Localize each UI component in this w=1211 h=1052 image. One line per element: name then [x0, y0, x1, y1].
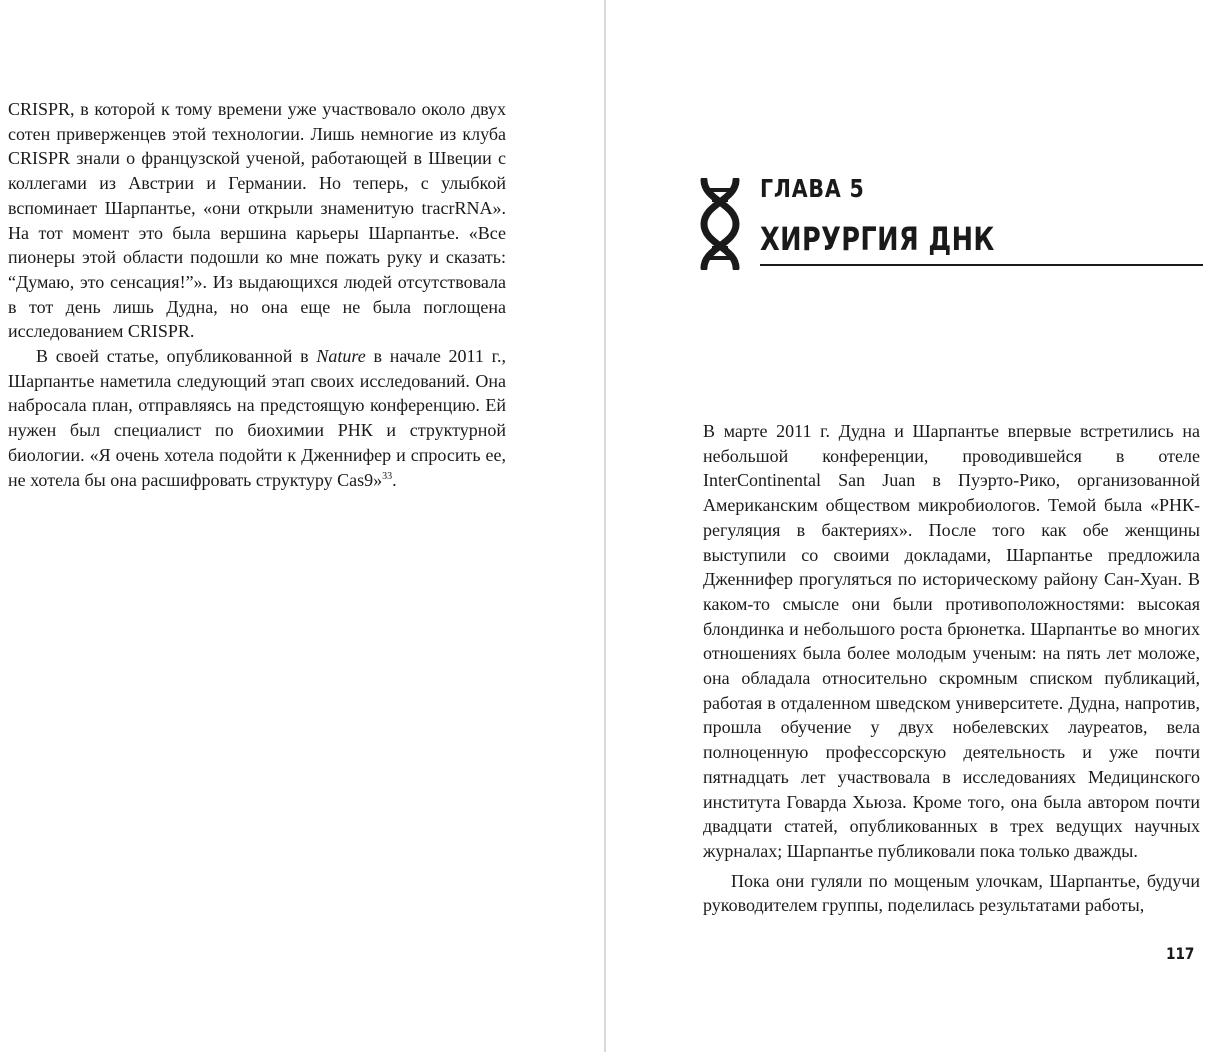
right-paragraph-1: В марте 2011 г. Дудна и Шарпантье впервые встретились на небольшой конференции, проводившейся в отеле InterContinental San Juan в Пуэрто-Рико, организованной Американским обществом микробиологов. Темой была «РНК-регуляция в бактериях». После того как обе женщины выступили со своими докладами, Шарпантье предложила Дженнифер прогуляться по историческому району Сан-Хуан. В каком-то смысле они были противоположностями: высокая блондинка и небольшого роста брюнетка. Шарпантье во многих отношениях была более молодым ученым: на пять лет моложе, она обладала относительно скромным списком публикаций, работая в отдаленном шведском университете. Дудна, напротив, прошла обучение у двух нобелевских лауреатов, вела полноценную профессорскую деятельность и уже почти пятнадцать лет участвовала в исследованиях Медицинского института Говарда Хьюза. Кроме того, она была автором почти двадцати статей, опубликованных в трех ведущих научных журналах; Шарпантье публиковали пока только дважды.	[703, 421, 1200, 861]
journal-title: Nature	[316, 346, 366, 367]
chapter-title: ХИРУРГИЯ ДНК	[760, 220, 995, 258]
right-paragraph-2: Пока они гуляли по мощеным улочкам, Шарпантье, будучи руководителем группы, поделилась результатами работы,	[703, 870, 1200, 916]
paragraph-text: в начале 2011 г., Шарпантье наметила следующий этап своих исследований. Она набросала план, отправляясь на предстоящую конференцию. Ей нужен был специалист по биохимии РНК и структурной биологии. «Я очень хотела подойти к Дженнифер и спросить ее, не хотела бы она расшифровать структуру Cas9»	[8, 346, 507, 490]
paragraph-end: .	[392, 469, 397, 490]
left-paragraph-2	[8, 344, 506, 492]
paragraph-text: В своей статье, опубликованной в	[36, 346, 317, 367]
left-page	[0, 0, 604, 1052]
left-page-body	[8, 97, 506, 492]
dna-icon	[698, 178, 742, 270]
page-number: 117	[1166, 944, 1195, 963]
chapter-divider	[760, 264, 1203, 266]
footnote-marker[interactable]: 33	[382, 470, 393, 482]
chapter-header	[698, 174, 1203, 270]
chapter-number: ГЛАВА 5	[760, 174, 865, 203]
right-page-body	[703, 419, 1200, 918]
right-page	[606, 0, 1211, 1052]
left-paragraph-1: CRISPR, в которой к тому времени уже участвовало около двух сотен приверженцев этой технологии. Лишь немногие из клуба CRISPR знали о французской ученой, работающей в Швеции с коллегами из Австрии и Германии. Но теперь, с улыбкой вспоминает Шарпантье, «они открыли знаменитую tracrRNA». На тот момент это была вершина карьеры Шарпантье. «Все пионеры этой области подошли ко мне пожать руку и сказать: “Думаю, это сенсация!”». Из выдающихся людей отсутствовала в тот день лишь Дудна, но она еще не была поглощена исследованием CRISPR.	[8, 99, 506, 342]
